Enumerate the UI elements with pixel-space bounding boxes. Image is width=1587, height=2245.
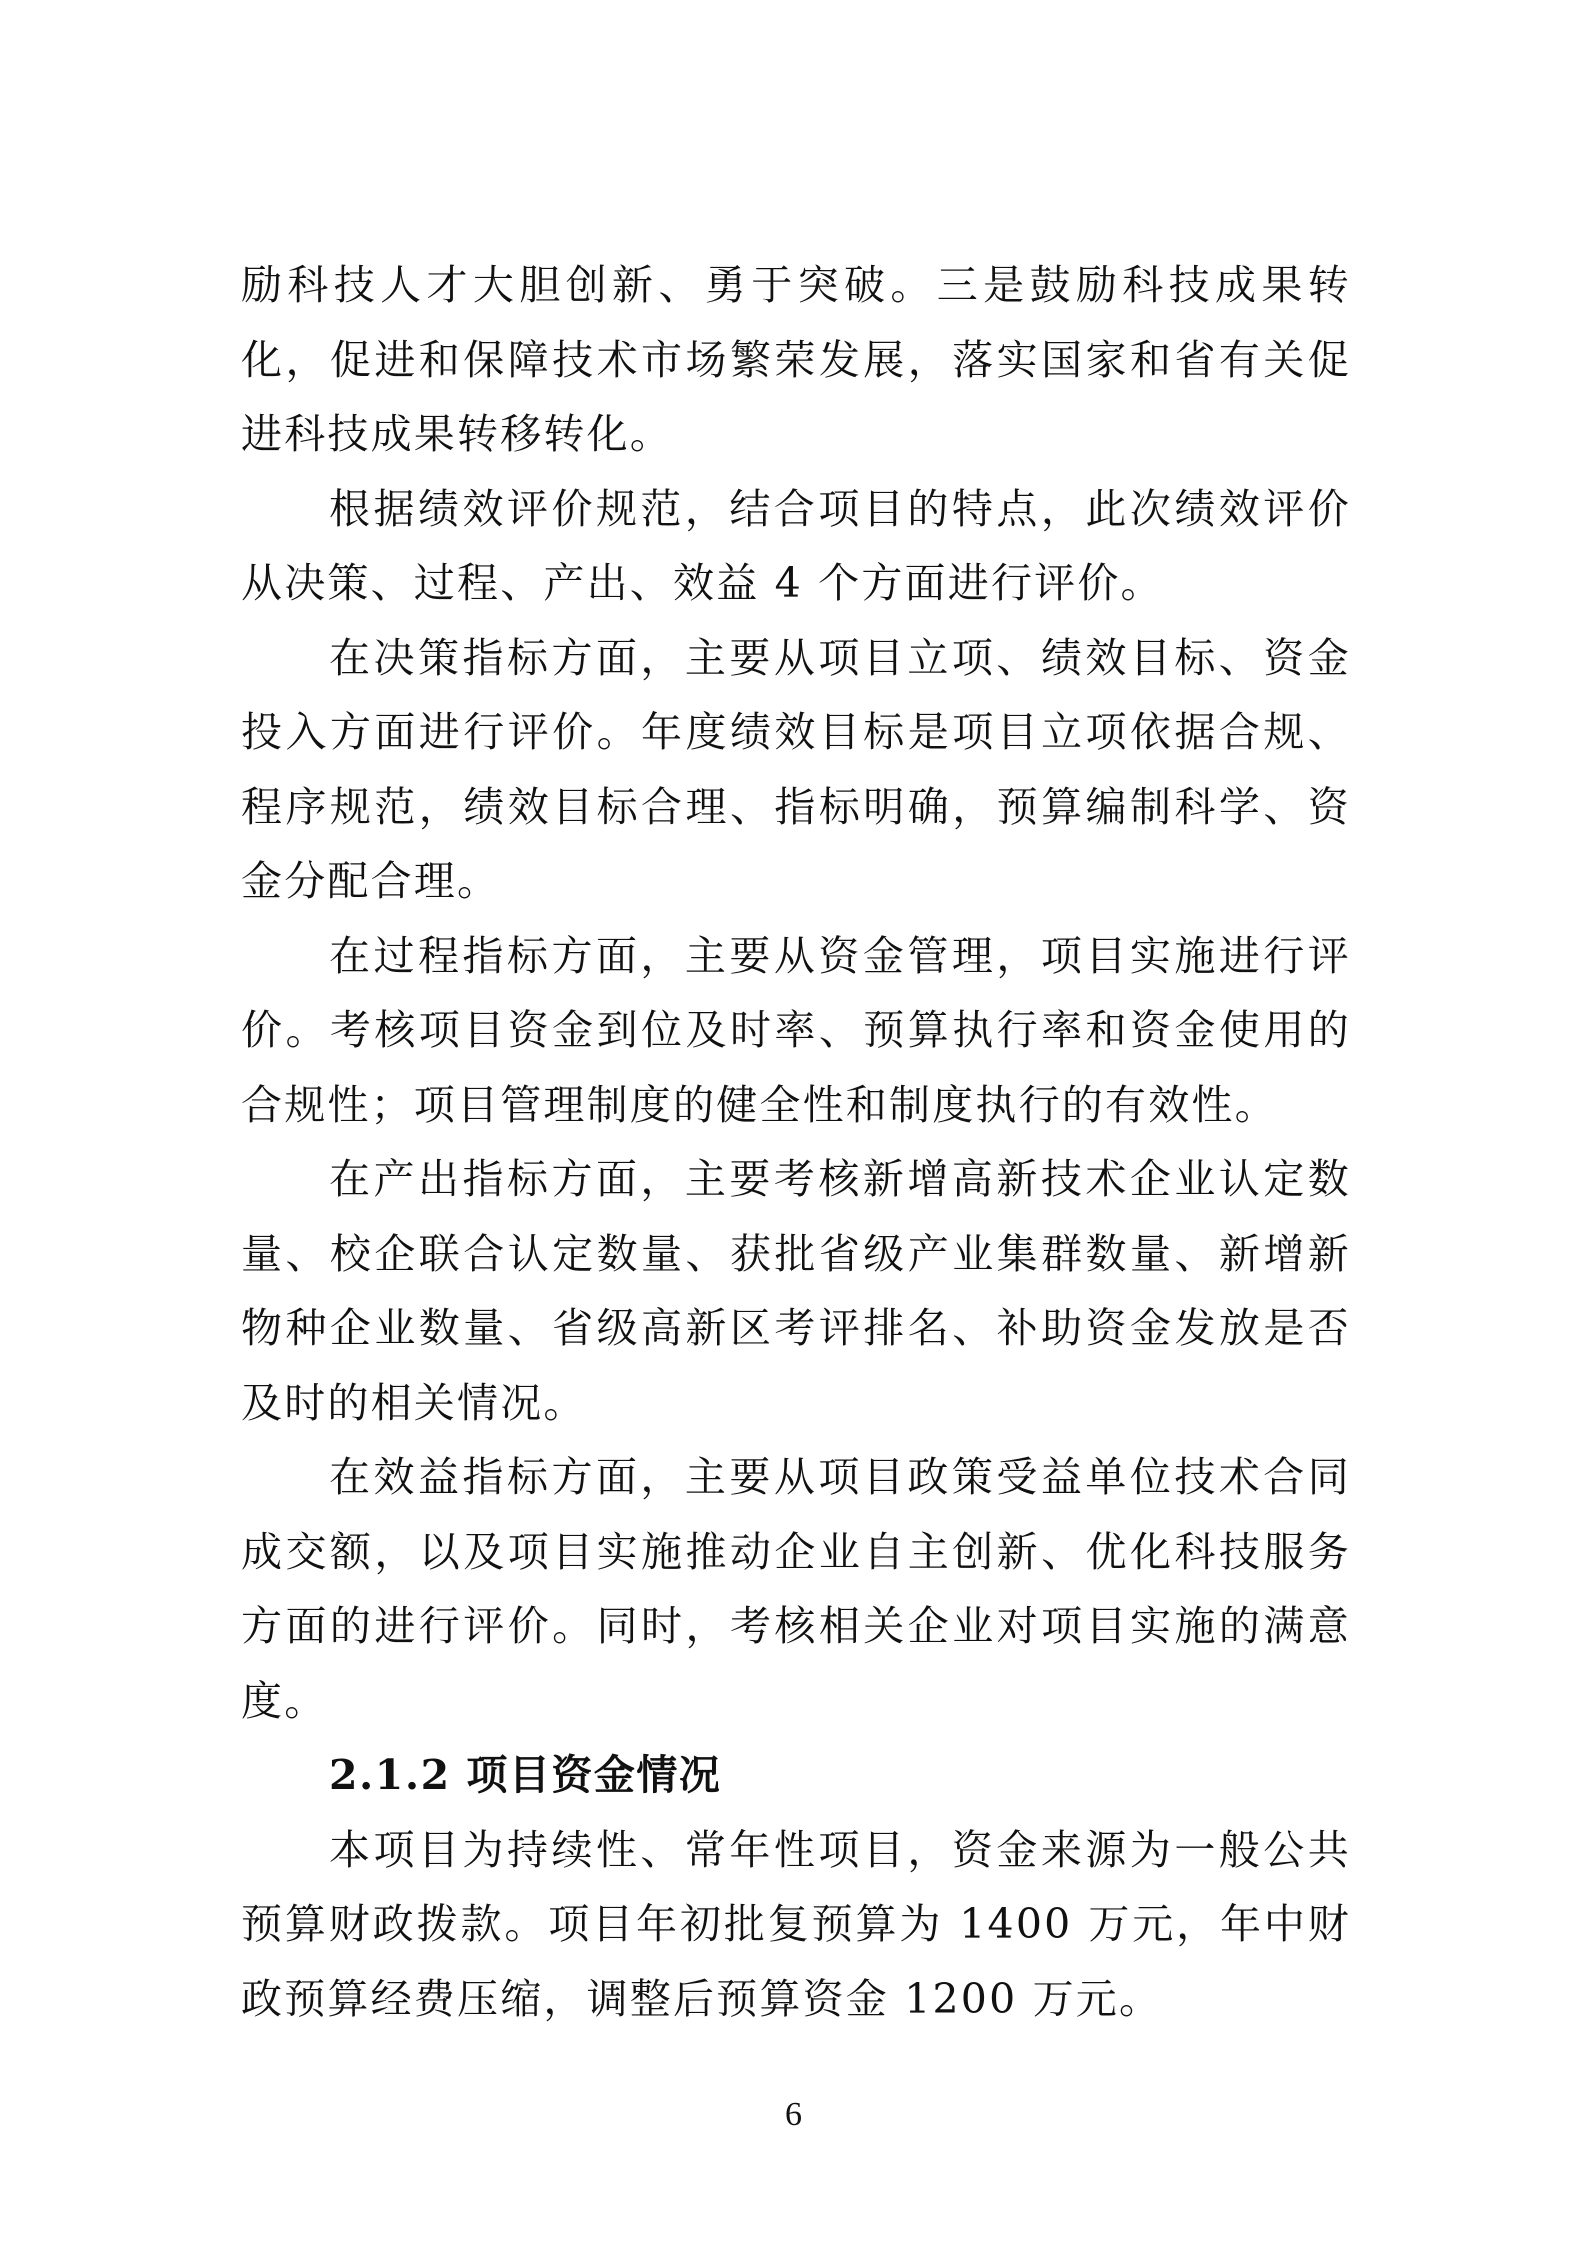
- paragraph-funding: 本项目为持续性、常年性项目，资金来源为一般公共预算财政拨款。项目年初批复预算为 1400 万元，年中财政预算经费压缩，调整后预算资金 1200 万元。: [241, 1825, 1351, 2023]
- paragraph-decision-indicators: 在决策指标方面，主要从项目立项、绩效目标、资金投入方面进行评价。年度绩效目标是项目立项依据合规、程序规范，绩效目标合理、指标明确，预算编制科学、资金分配合理。: [241, 633, 1351, 905]
- page-number: 6: [785, 2096, 802, 2133]
- paragraph-process-indicators: 在过程指标方面，主要从资金管理，项目实施进行评价。考核项目资金到位及时率、预算执行率和资金使用的合规性；项目管理制度的健全性和制度执行的有效性。: [241, 931, 1351, 1129]
- section-heading-funding: 2.1.2 项目资金情况: [329, 1751, 722, 1799]
- paragraph-benefit-indicators: 在效益指标方面，主要从项目政策受益单位技术合同成交额，以及项目实施推动企业自主创新、优化科技服务方面的进行评价。同时，考核相关企业对项目实施的满意度。: [241, 1453, 1351, 1725]
- paragraph-intro-continuation: 励科技人才大胆创新、勇于突破。三是鼓励科技成果转化，促进和保障技术市场繁荣发展，落实国家和省有关促进科技成果转移转化。: [241, 261, 1351, 458]
- paragraph-output-indicators: 在产出指标方面，主要考核新增高新技术企业认定数量、校企联合认定数量、获批省级产业集群数量、新增新物种企业数量、省级高新区考评排名、补助资金发放是否及时的相关情况。: [241, 1155, 1351, 1427]
- paragraph-evaluation-scope: 根据绩效评价规范，结合项目的特点，此次绩效评价从决策、过程、产出、效益 4 个方面进行评价。: [241, 484, 1351, 607]
- document-body: [241, 248, 1351, 2036]
